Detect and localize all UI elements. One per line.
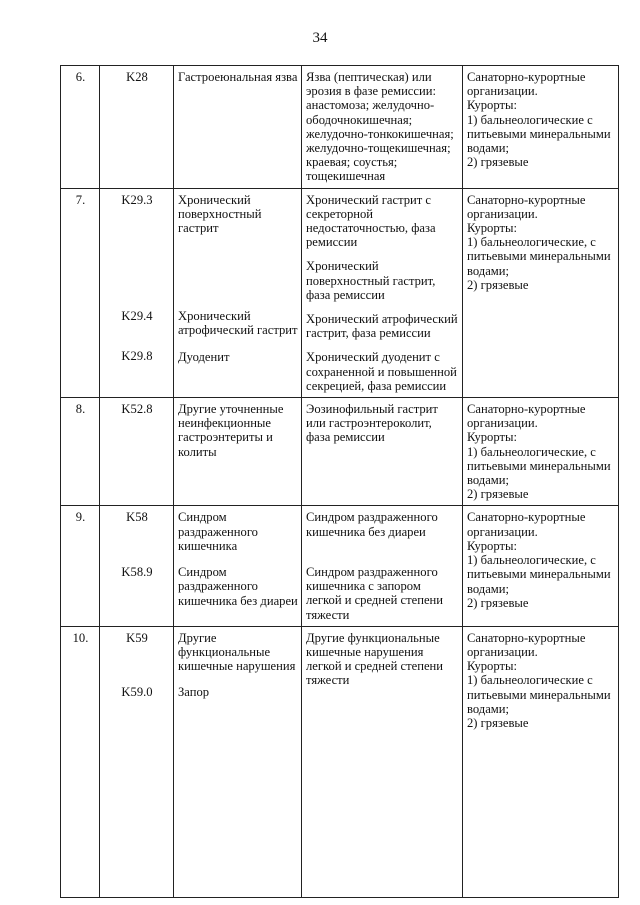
resort-type-mud: 2) грязевые [467, 715, 529, 730]
resort-indications-table [60, 65, 619, 898]
disease-name: Другие уточненные неинфекционные гастроэнтериты и колиты [178, 402, 284, 459]
disease-form-cell [302, 188, 463, 397]
page-number: 34 [312, 30, 328, 46]
resort-type-balneological: 1) бальнеологические, с питьевыми минеральными водами; [467, 553, 611, 596]
table-row [61, 66, 619, 189]
resort-organizations: Санаторно-курортные организации. [467, 510, 586, 539]
disease-name-cell [174, 188, 302, 397]
resort-cell [463, 66, 619, 189]
icd-code-cell [100, 626, 174, 897]
disease-name: Гастроеюнальная язва [178, 70, 298, 84]
table-row [61, 398, 619, 506]
disease-form: Язва (пептическая) или эрозия в фазе ремиссии: анастомоза; желудочно-ободочнокишечная; желудочно-тонкокишечная; желудочно-тощекишечная; краевая; соустья; тощекишечная [306, 70, 454, 184]
resort-type-mud: 2) грязевые [467, 277, 529, 292]
resort-organizations: Санаторно-курортные организации. [467, 70, 586, 99]
resorts-label: Курорты: [467, 659, 517, 674]
disease-form: Синдром раздраженного кишечника с запором легкой и средней степени тяжести [306, 564, 444, 622]
icd-code: K29.8 [121, 349, 153, 364]
icd-code: K59 [126, 630, 148, 645]
disease-form-cell [302, 66, 463, 189]
icd-code: K52.8 [121, 402, 153, 417]
disease-form-cell [302, 626, 463, 897]
resort-type-mud: 2) грязевые [467, 487, 529, 502]
disease-form: Хронический поверхностный гастрит, фаза ремиссии [306, 259, 436, 302]
disease-name: Хронический атрофический гастрит [178, 309, 298, 338]
icd-code: K29.4 [121, 308, 153, 323]
resort-type-balneological: 1) бальнеологические с питьевыми минеральными водами; [467, 112, 611, 156]
disease-name: Дуоденит [178, 349, 230, 364]
table-row [61, 506, 619, 626]
icd-code: K58 [126, 510, 148, 525]
disease-name-cell [174, 398, 302, 506]
icd-code: K58.9 [121, 564, 153, 579]
disease-name: Хронический поверхностный гастрит [178, 192, 262, 236]
resorts-label: Курорты: [467, 430, 517, 445]
icd-code-cell [100, 66, 174, 189]
disease-form-cell [302, 506, 463, 626]
disease-name-cell [174, 626, 302, 897]
resort-type-balneological: 1) бальнеологические с питьевыми минеральными водами; [467, 673, 611, 716]
resort-cell [463, 398, 619, 506]
disease-name: Синдром раздраженного кишечника [178, 510, 258, 553]
disease-form: Хронический атрофический гастрит, фаза ремиссии [306, 312, 458, 341]
icd-code: K28 [126, 70, 148, 84]
resorts-label: Курорты: [467, 221, 517, 236]
disease-form: Другие функциональные кишечные нарушения легкой и средней степени тяжести [306, 630, 444, 688]
row-number: 6. [61, 66, 100, 189]
resort-type-mud: 2) грязевые [467, 595, 529, 610]
disease-form: Синдром раздраженного кишечника без диареи [306, 510, 438, 539]
disease-form-cell [302, 398, 463, 506]
resort-organizations: Санаторно-курортные организации. [467, 630, 586, 659]
icd-code-cell [100, 188, 174, 397]
disease-form: Эозинофильный гастрит или гастроэнтероколит, фаза ремиссии [306, 402, 438, 445]
resort-organizations: Санаторно-курортные организации. [467, 192, 586, 221]
row-number: 8. [61, 398, 100, 506]
row-number: 7. [61, 188, 100, 397]
resorts-label: Курорты: [467, 538, 517, 553]
disease-name: Синдром раздраженного кишечника без диареи [178, 565, 298, 608]
icd-code: K29.3 [121, 192, 153, 207]
row-number: 10. [61, 626, 100, 897]
resort-cell [463, 506, 619, 626]
disease-form: Хронический дуоденит с сохраненной и повышенной секрецией, фаза ремиссии [306, 350, 457, 393]
disease-name-cell [174, 506, 302, 626]
resort-type-balneological: 1) бальнеологические, с питьевыми минеральными водами; [467, 444, 611, 488]
resort-type-balneological: 1) бальнеологические, с питьевыми минеральными водами; [467, 235, 611, 278]
icd-code-cell [100, 506, 174, 626]
resorts-label: Курорты: [467, 98, 517, 113]
disease-name: Другие функциональные кишечные нарушения [178, 630, 296, 674]
disease-name-cell [174, 66, 302, 189]
resort-type-mud: 2) грязевые [467, 155, 529, 170]
table-row [61, 626, 619, 897]
row-number: 9. [61, 506, 100, 626]
disease-form: Хронический гастрит с секреторной недостаточностью, фаза ремиссии [306, 192, 436, 250]
disease-name: Запор [178, 685, 210, 700]
icd-code-cell [100, 398, 174, 506]
resort-cell [463, 626, 619, 897]
icd-code: K59.0 [121, 684, 153, 699]
resort-cell [463, 188, 619, 397]
table-row [61, 188, 619, 397]
resort-organizations: Санаторно-курортные организации. [467, 402, 586, 431]
